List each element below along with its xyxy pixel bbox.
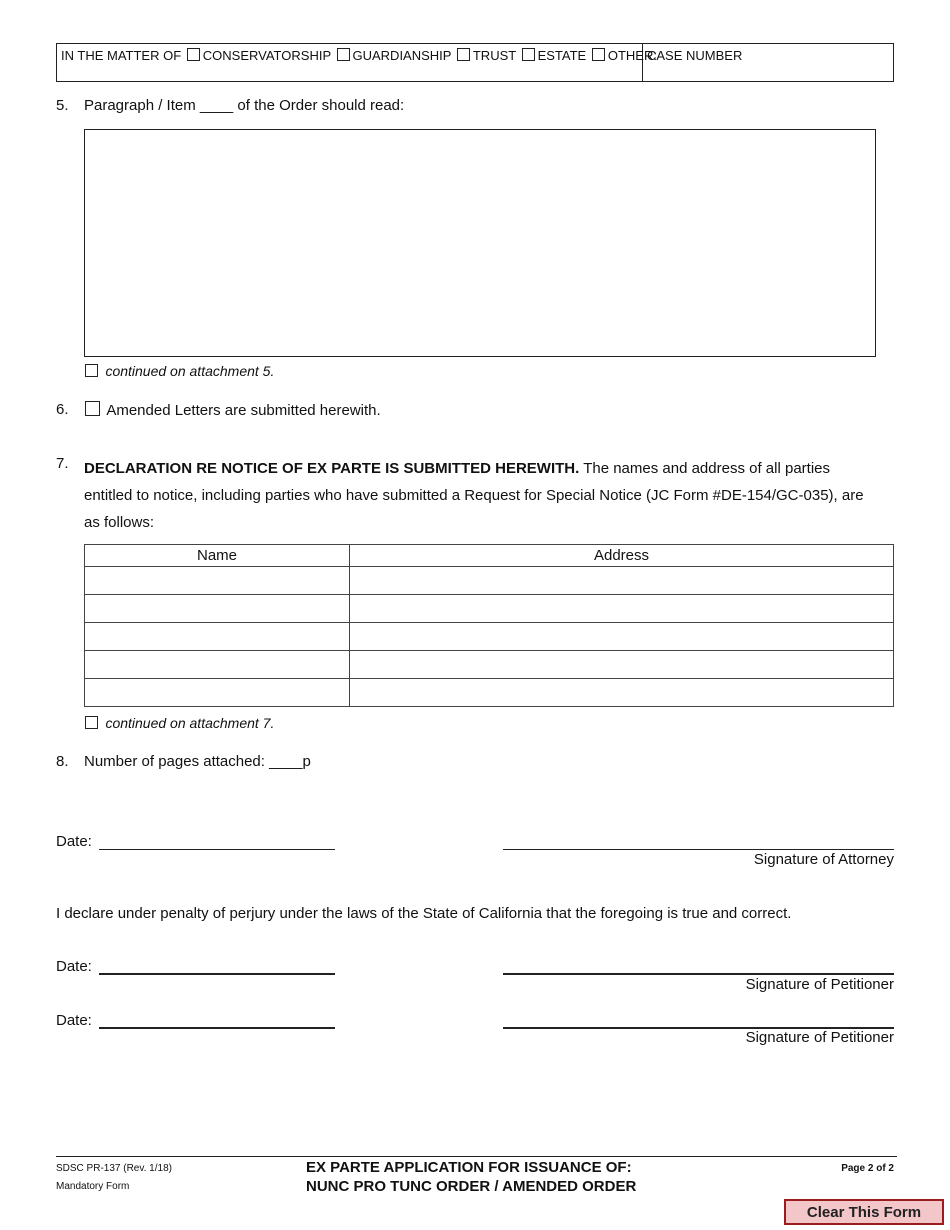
item-6-text: Amended Letters are submitted herewith. (106, 402, 381, 419)
item-7-text-line2: entitled to notice, including parties who have submitted a Request for Special Notice (JC Form #DE-154/GC-035), are (84, 487, 864, 504)
table-row (85, 623, 894, 651)
address-cell[interactable] (350, 623, 894, 651)
petitioner-1-signature-label: Signature of Petitioner (745, 976, 894, 993)
item-7-text-line1: The names and address of all parties (579, 460, 830, 477)
date-field-petitioner-2[interactable] (99, 1014, 335, 1029)
petitioner-1-signature-line[interactable] (503, 960, 894, 975)
name-cell[interactable] (85, 651, 350, 679)
attorney-signature-line[interactable] (503, 836, 894, 850)
estate-checkbox[interactable] (522, 48, 535, 61)
mandatory-form-label: Mandatory Form (56, 1181, 130, 1192)
item-5-text: Paragraph / Item ____ of the Order should read: (84, 97, 405, 114)
form-title (306, 1158, 636, 1196)
trust-checkbox[interactable] (457, 48, 470, 61)
petitioner-2-signature-label: Signature of Petitioner (745, 1029, 894, 1046)
date-label-attorney: Date: (56, 833, 92, 850)
item-7-number: 7. (56, 455, 69, 472)
name-column-header: Name (85, 545, 350, 567)
conservatorship-label: CONSERVATORSHIP (202, 48, 331, 63)
item-5-number: 5. (56, 97, 69, 114)
date-field-petitioner-1[interactable] (99, 960, 335, 975)
continued-attachment-5 (85, 363, 274, 381)
name-cell[interactable] (85, 679, 350, 707)
continued-5-label: continued on attachment 5. (105, 363, 275, 379)
item-7-text (84, 455, 899, 536)
form-id: SDSC PR-137 (Rev. 1/18) (56, 1163, 172, 1174)
other-checkbox[interactable] (592, 48, 605, 61)
item-7-text-line3: as follows: (84, 514, 155, 531)
other-label: OTHER: (607, 48, 657, 63)
form-title-line-1: EX PARTE APPLICATION FOR ISSUANCE OF: (306, 1159, 632, 1176)
guardianship-label: GUARDIANSHIP (352, 48, 452, 63)
item-6-row (85, 401, 381, 419)
clear-form-button[interactable]: Clear This Form (784, 1199, 944, 1225)
guardianship-checkbox[interactable] (337, 48, 350, 61)
case-number-label: CASE NUMBER (647, 48, 743, 63)
date-label-petitioner-1: Date: (56, 958, 92, 975)
table-row (85, 567, 894, 595)
table-row (85, 595, 894, 623)
conservatorship-checkbox[interactable] (187, 48, 200, 61)
date-field-attorney[interactable] (99, 836, 335, 850)
name-cell[interactable] (85, 623, 350, 651)
address-cell[interactable] (350, 567, 894, 595)
table-header-row (85, 545, 894, 567)
item-6-number: 6. (56, 401, 69, 418)
table-row (85, 651, 894, 679)
footer-divider (56, 1156, 897, 1157)
item-7-bold-text: DECLARATION RE NOTICE OF EX PARTE IS SUBMITTED HEREWITH. (84, 460, 580, 477)
trust-label: TRUST (472, 48, 516, 63)
address-cell[interactable] (350, 595, 894, 623)
parties-table (84, 544, 894, 707)
continued-5-checkbox[interactable] (85, 364, 98, 377)
date-label-petitioner-2: Date: (56, 1012, 92, 1029)
table-row (85, 679, 894, 707)
continued-7-label: continued on attachment 7. (105, 715, 275, 731)
continued-7-checkbox[interactable] (85, 716, 98, 729)
in-the-matter-of-label: IN THE MATTER OF (61, 48, 182, 63)
address-cell[interactable] (350, 651, 894, 679)
declaration-text: I declare under penalty of perjury under the laws of the State of California that the foregoing is true and correct. (56, 905, 792, 922)
case-number-field[interactable] (643, 44, 893, 81)
continued-attachment-7 (85, 715, 274, 733)
form-title-line-2: NUNC PRO TUNC ORDER / AMENDED ORDER (306, 1178, 637, 1195)
item-8-number: 8. (56, 753, 69, 770)
page-number: Page 2 of 2 (841, 1163, 894, 1174)
item-8-text: Number of pages attached: ____p (84, 753, 311, 770)
attorney-signature-label: Signature of Attorney (753, 851, 894, 868)
caption-header (56, 43, 894, 82)
petitioner-2-signature-line[interactable] (503, 1014, 894, 1029)
order-text-area[interactable] (84, 129, 876, 357)
address-column-header: Address (350, 545, 894, 567)
name-cell[interactable] (85, 595, 350, 623)
estate-label: ESTATE (537, 48, 587, 63)
in-the-matter-of-field (57, 44, 657, 81)
amended-letters-checkbox[interactable] (85, 401, 100, 416)
address-cell[interactable] (350, 679, 894, 707)
name-cell[interactable] (85, 567, 350, 595)
